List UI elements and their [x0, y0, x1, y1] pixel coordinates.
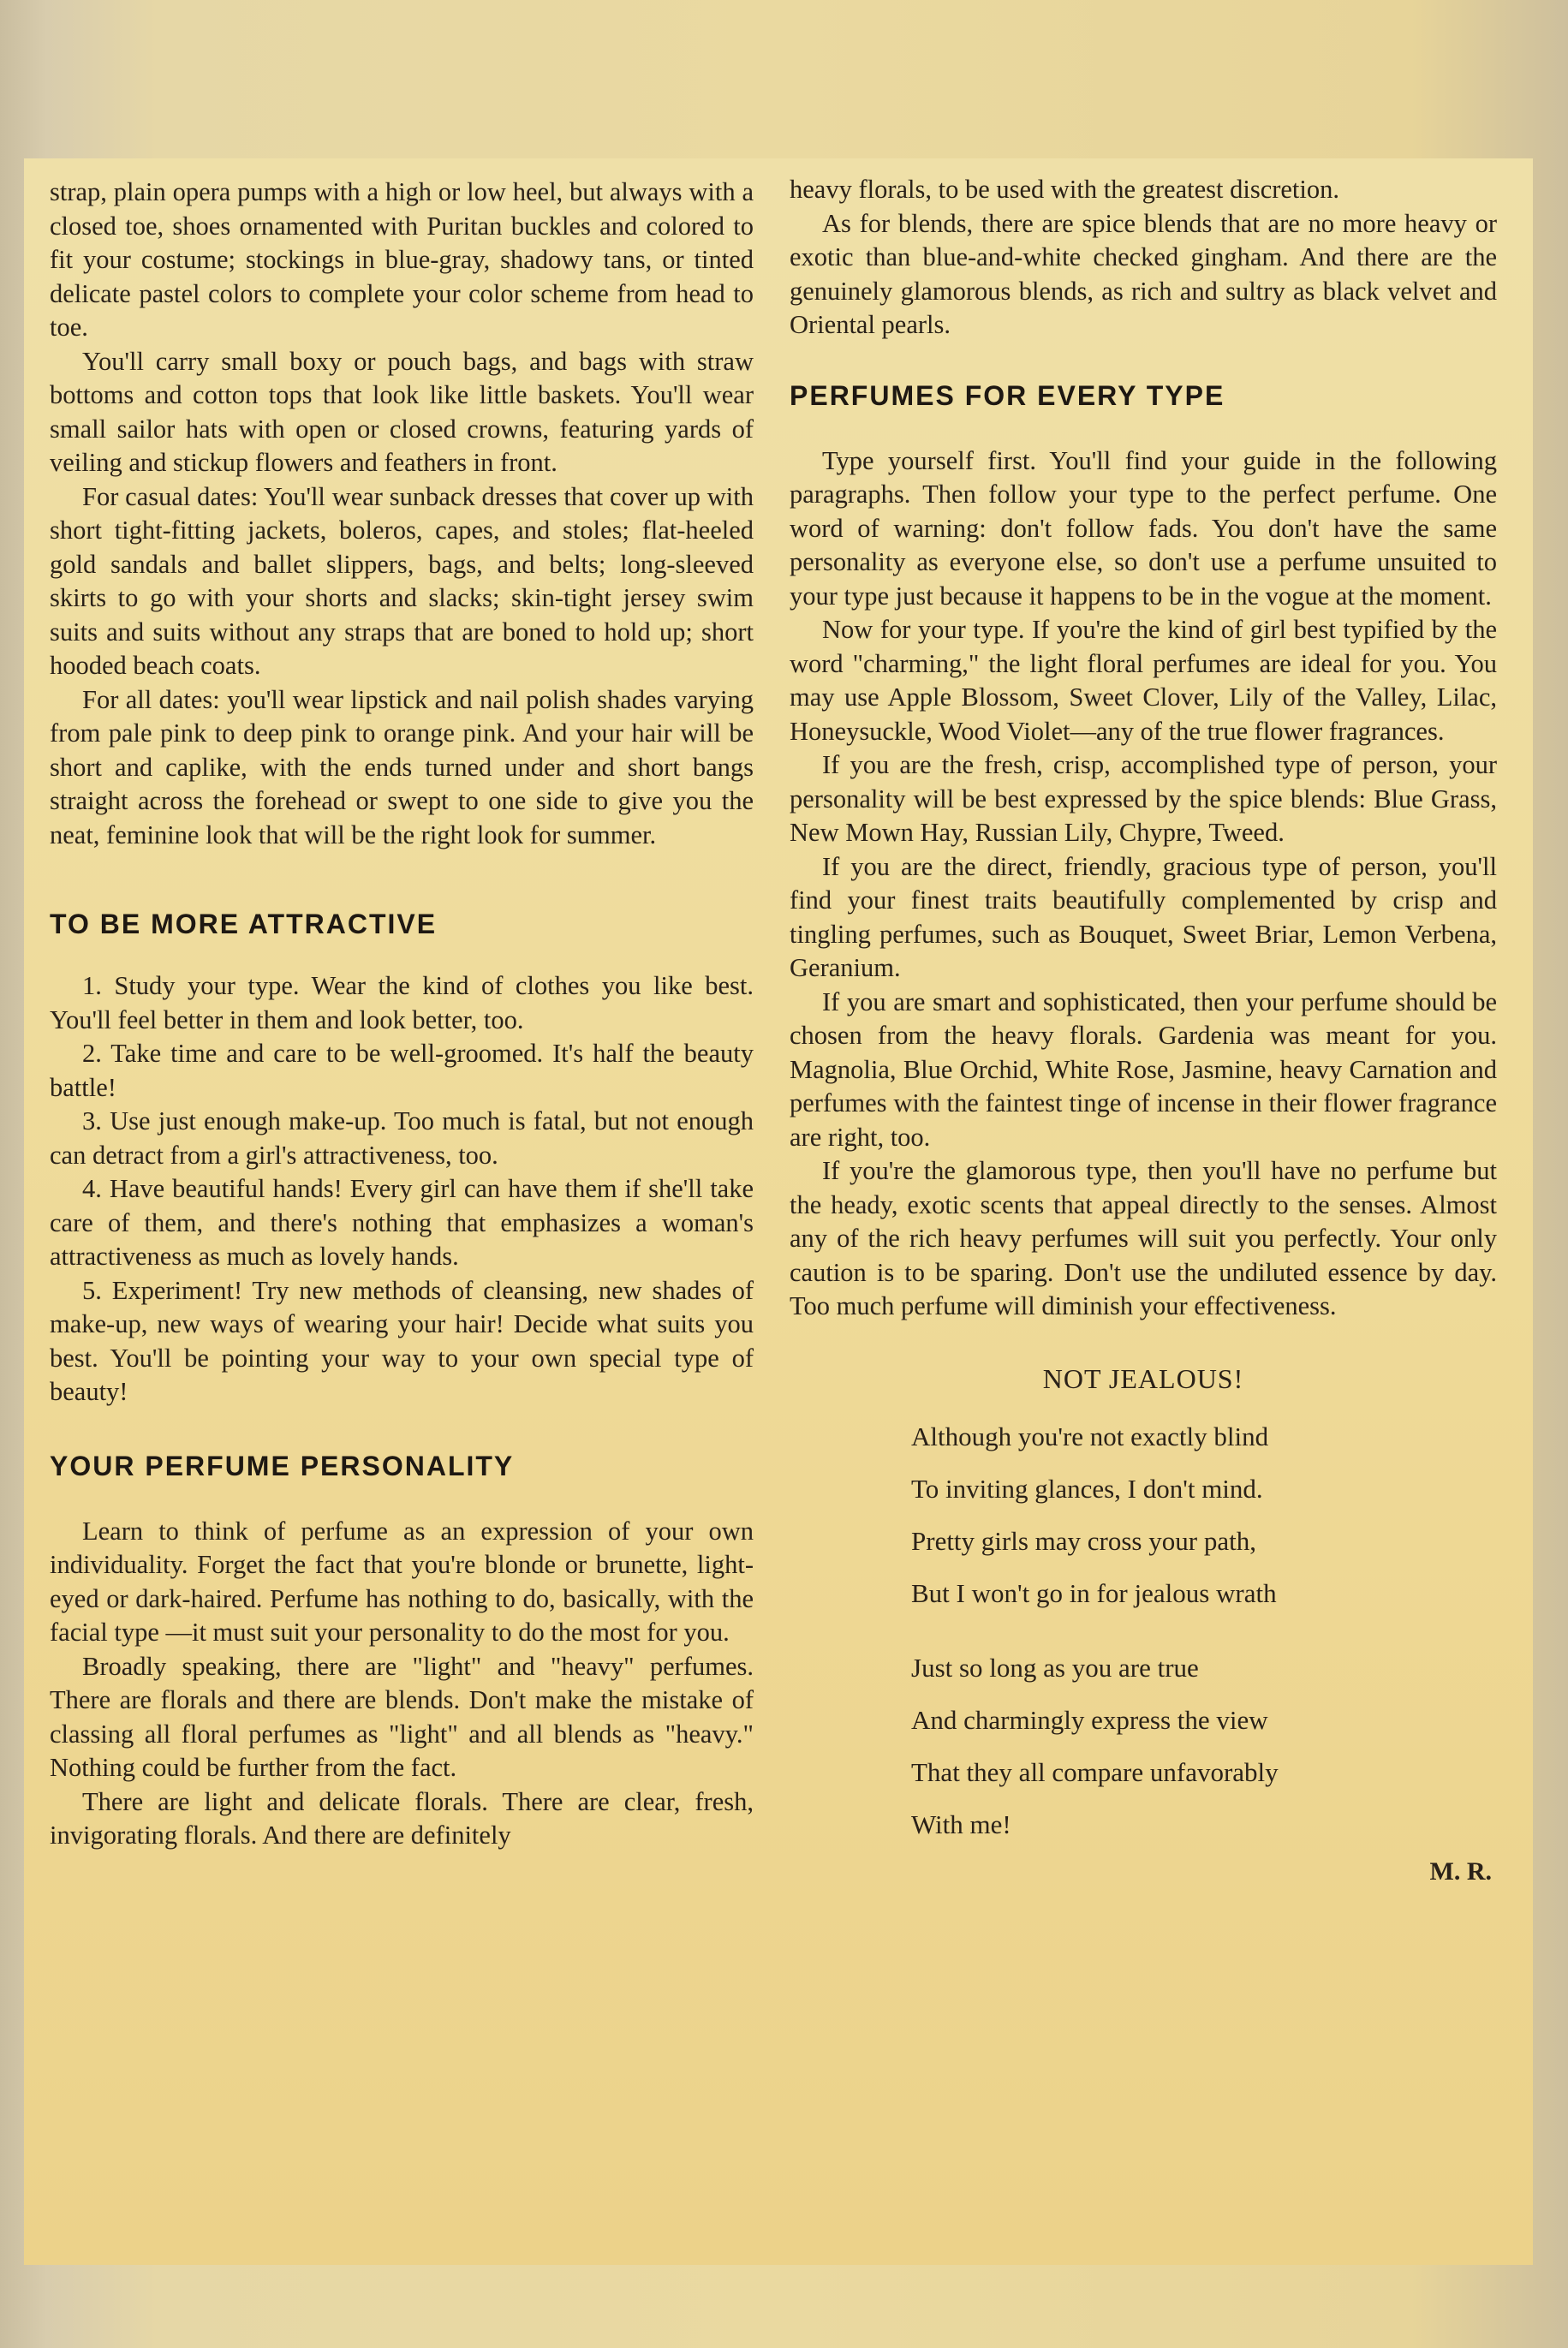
poem-line: To inviting glances, I don't mind. [911, 1473, 1263, 1504]
poem-signature: M. R. [1429, 1856, 1492, 1886]
poem-stanza [790, 1410, 1497, 1619]
poem-line: Although you're not exactly blind [911, 1421, 1269, 1451]
poem-line: Pretty girls may cross your path, [911, 1525, 1256, 1556]
paragraph: If you're the glamorous type, then you'll have no perfume but the heady, exotic scents that appeal directly to the senses. Almost any of the rich heavy perfumes will suit you perfectly. Your only caution is to be sparing. Don't use the undiluted essence by day. Too much perfume will diminish your effectiveness. [790, 1156, 1497, 1320]
poem-title: NOT JEALOUS! [1042, 1362, 1244, 1394]
paragraph: Learn to think of perfume as an expression of your own individuality. Forget the fact that you're blonde or brunette, light-eyed or dark-haired. Perfume has nothing to do, basically, with the facial type —it must suit your personality to do the most for you. [50, 1516, 754, 1647]
paragraph: If you are the fresh, crisp, accomplished type of person, your personality will be best expressed by the spice blends: Blue Grass, New Mown Hay, Russian Lily, Chypre, Tweed. [790, 750, 1497, 847]
section-heading-every-type: PERFUMES FOR EVERY TYPE [790, 379, 1225, 411]
paragraph: heavy florals, to be used with the greatest discretion. [790, 175, 1340, 204]
left-column [50, 176, 754, 1853]
poem-line: But I won't go in for jealous wrath [911, 1577, 1277, 1608]
paragraph: For casual dates: You'll wear sunback dresses that cover up with short tight-fitting jackets, boleros, capes, and stoles; flat-heeled gold sandals and ballet slippers, bags, and belts; long-sleeved skirts to go with your shorts and slacks; skin-tight jersey swim suits and suits without any straps that are boned to hold up; short hooded beach coats. [50, 481, 754, 680]
paragraph: If you are the direct, friendly, gracious type of person, you'll find your finest traits beautifully complemented by crisp and tingling perfumes, such as Bouquet, Sweet Briar, Lemon Verbena, Geranium. [790, 851, 1497, 982]
list-item: 3. Use just enough make-up. Too much is fatal, but not enough can detract from a girl's attractiveness, too. [50, 1106, 754, 1170]
poem-line: And charmingly express the view [911, 1704, 1268, 1735]
list-item: 4. Have beautiful hands! Every girl can have them if she'll take care of them, and there's nothing that emphasizes a woman's attractiveness as much as lovely hands. [50, 1174, 754, 1271]
paragraph: For all dates: you'll wear lipstick and nail polish shades varying from pale pink to deep pink to orange pink. And your hair will be short and caplike, with the ends turned under and short bangs straight across the forehead or swept to one side to give you the neat, feminine look that will be the right look for summer. [50, 684, 754, 849]
paragraph: If you are smart and sophisticated, then your perfume should be chosen from the heavy florals. Gardenia was meant for you. Magnolia, Blue Orchid, White Rose, Jasmine, heavy Carnation and perfumes with the faintest tinge of incense in their flower fragrance are right, too. [790, 986, 1497, 1152]
list-item: 1. Study your type. Wear the kind of clothes you like best. You'll feel better in them and look better, too. [50, 971, 754, 1034]
paragraph: strap, plain opera pumps with a high or low heel, but always with a closed toe, shoes ornamented with Puritan buckles and colored to fit your costume; stockings in blue-gray, shadowy tans, or tinted delicate pastel colors to complete your color scheme from head to toe. [50, 177, 754, 342]
section-heading-attractive: TO BE MORE ATTRACTIVE [50, 909, 438, 939]
poem-line: With me! [911, 1809, 1011, 1839]
paragraph: Now for your type. If you're the kind of girl best typified by the word "charming," the light floral perfumes are ideal for you. You may use Apple Blossom, Sweet Clover, Lily of the Valley, Lilac, Honeysuckle, Wood Violet—any of the true flower fragrances. [790, 615, 1497, 746]
paragraph: You'll carry small boxy or pouch bags, and bags with straw bottoms and cotton tops that look like little baskets. You'll wear small sailor hats with open or closed crowns, featuring yards of veiling and stickup flowers and feathers in front. [50, 346, 754, 477]
paragraph: As for blends, there are spice blends that are no more heavy or exotic than blue-and-white checked gingham. And there are the genuinely glamorous blends, as rich and sultry as black velvet and Oriental pearls. [790, 208, 1497, 339]
list-item: 2. Take time and care to be well-groomed. It's half the beauty battle! [50, 1039, 754, 1102]
poem-line: Just so long as you are true [911, 1652, 1199, 1683]
paragraph: Broadly speaking, there are "light" and "heavy" perfumes. There are florals and there are blends. Don't make the mistake of classing all floral perfumes as "light" and all blends as "heavy." Nothing could be further from the fact. [50, 1651, 754, 1782]
poem-stanza [790, 1642, 1497, 1850]
section-heading-perfume-personality: YOUR PERFUME PERSONALITY [50, 1450, 515, 1481]
right-column [790, 173, 1497, 1886]
paragraph: There are light and delicate florals. There are clear, fresh, invigorating florals. And there are definitely [50, 1786, 754, 1850]
poem-line: That they all compare unfavorably [911, 1756, 1279, 1787]
paragraph: Type yourself first. You'll find your guide in the following paragraphs. Then follow your type to the perfect perfume. One word of warning: don't follow fads. You don't have the same personality as everyone else, so don't use a perfume unsuited to your type just because it happens to be in the vogue at the moment. [790, 445, 1497, 611]
list-item: 5. Experiment! Try new methods of cleansing, new shades of make-up, new ways of wearing your hair! Decide what suits you best. You'll be pointing your way to your own special type of beauty! [50, 1275, 754, 1406]
